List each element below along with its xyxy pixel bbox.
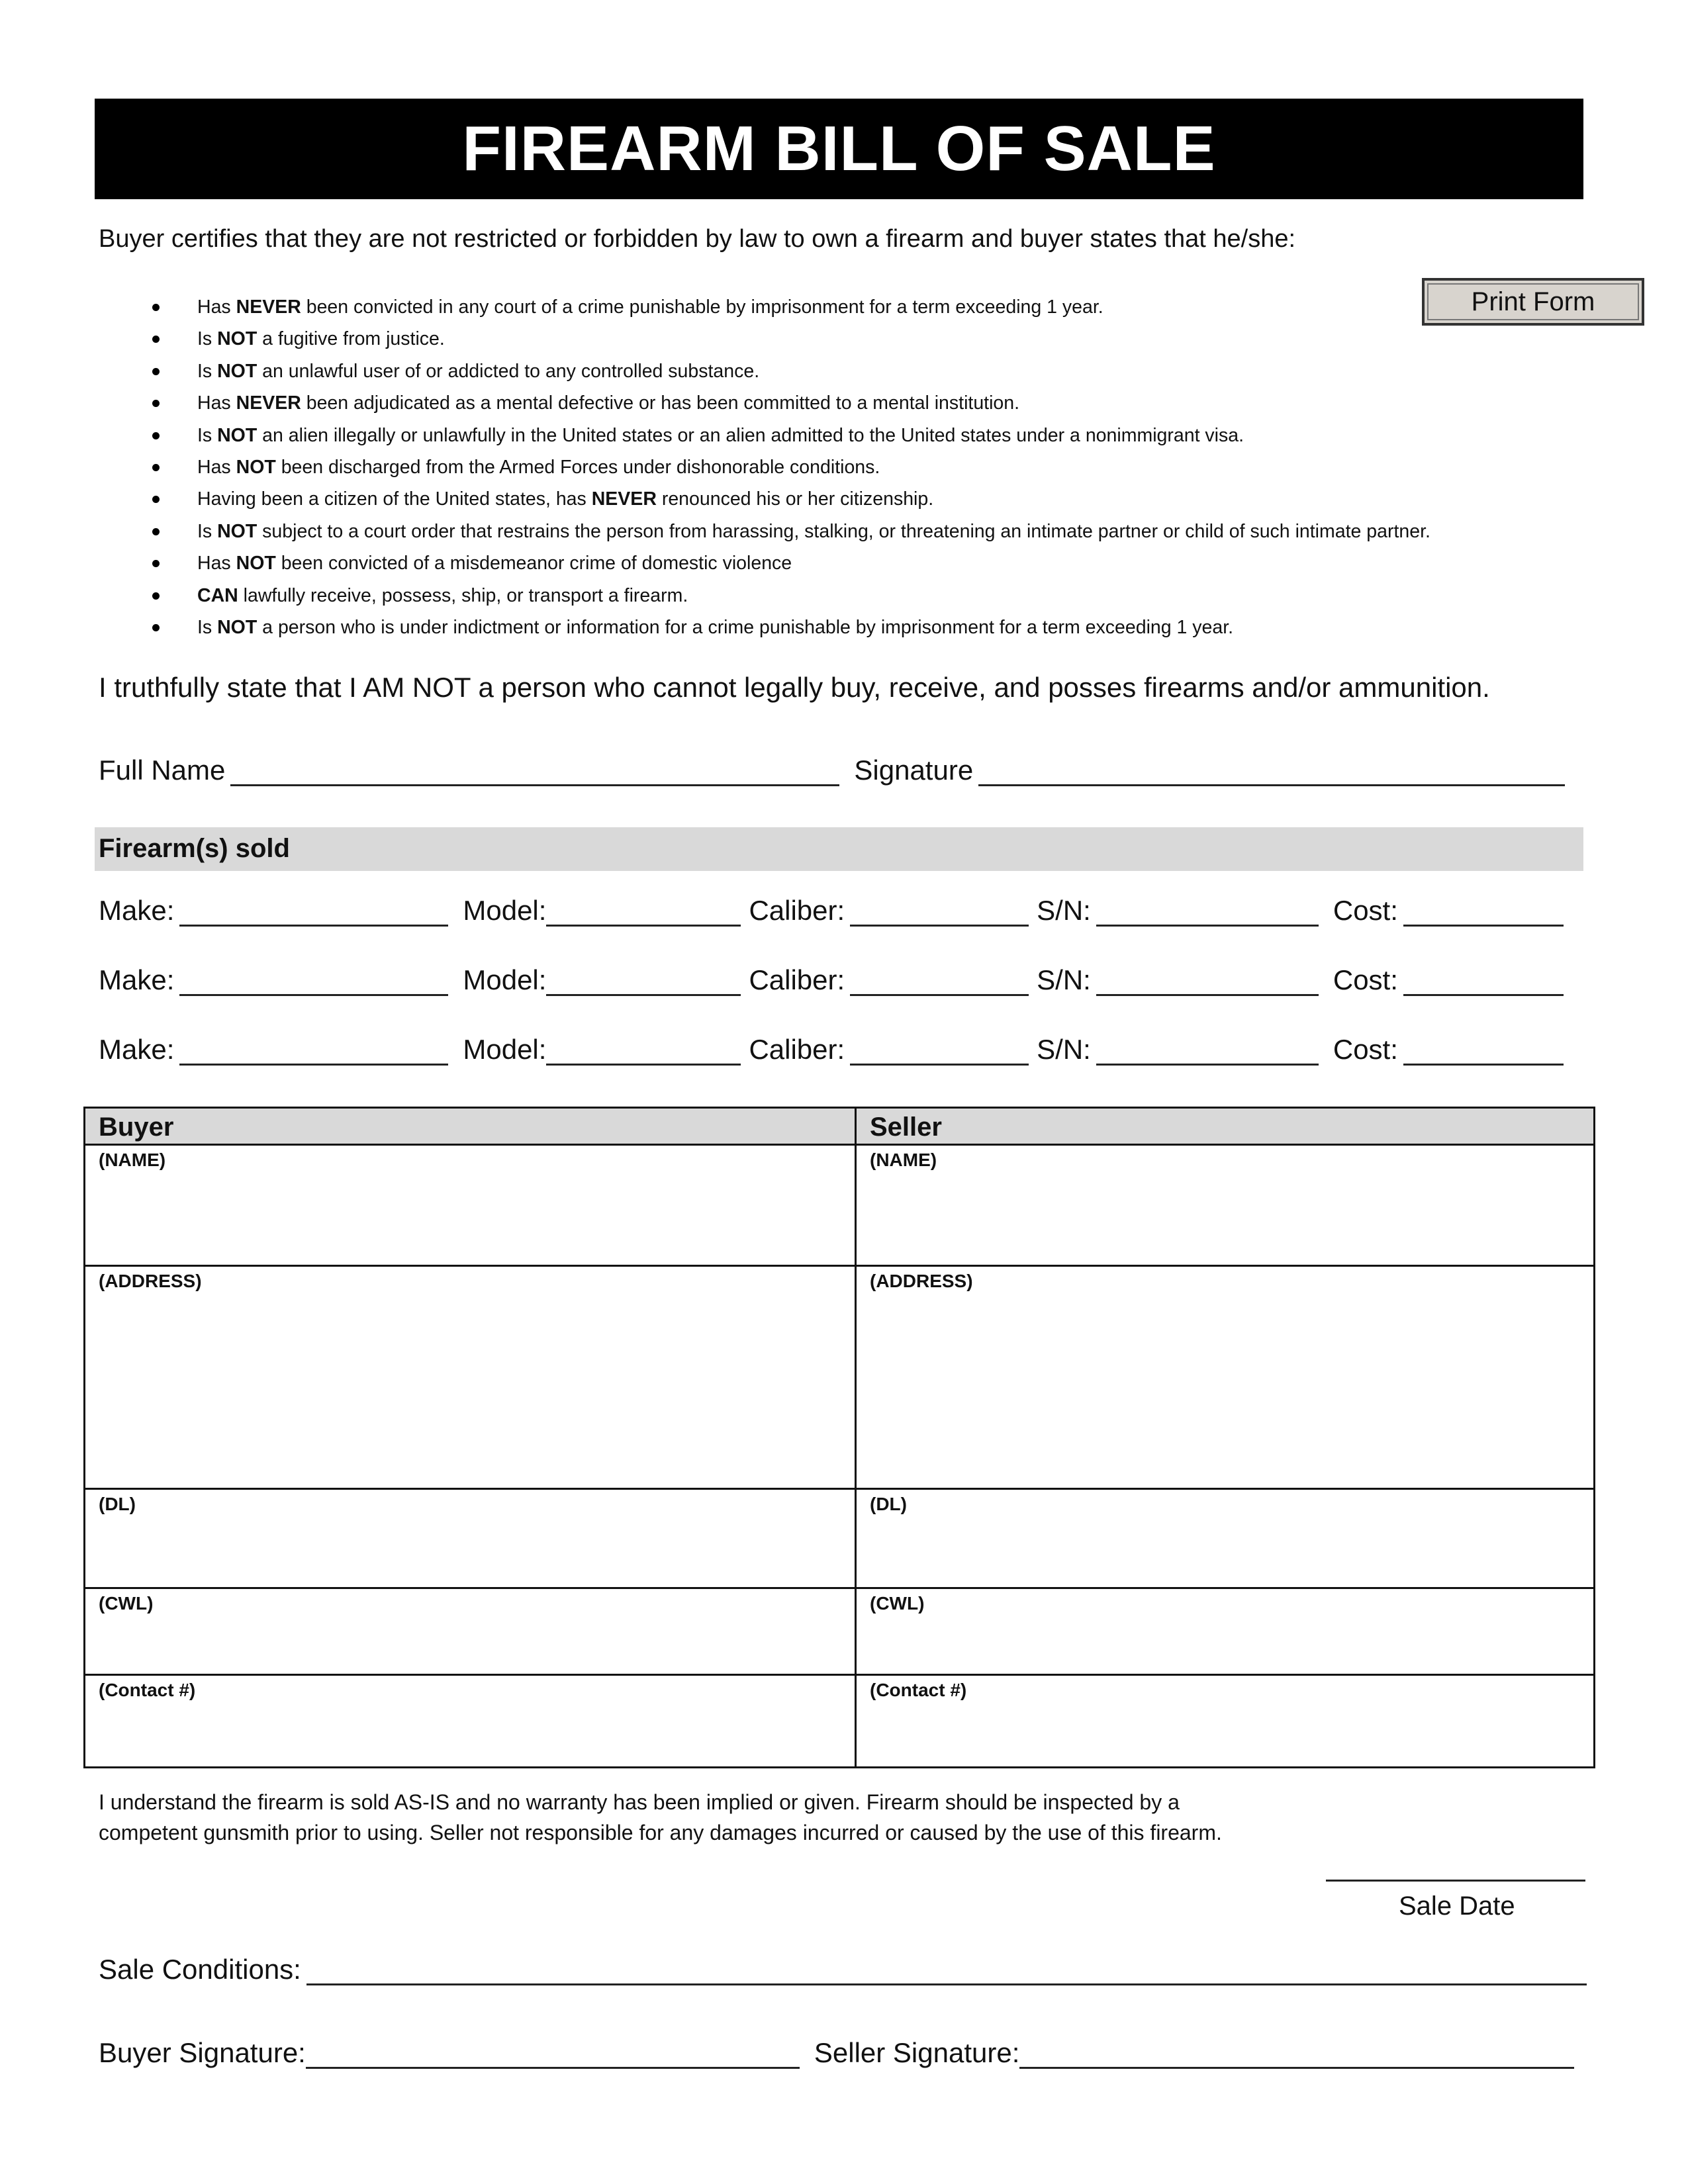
caliber-label: Caliber: bbox=[749, 895, 845, 926]
sn-label: S/N: bbox=[1037, 895, 1091, 926]
buyer-cwl-label: (CWL) bbox=[99, 1593, 154, 1614]
sale-conditions-field[interactable] bbox=[306, 1960, 1587, 1985]
seller-dl-cell[interactable] bbox=[857, 1490, 1593, 1589]
buyer-heading: Buyer bbox=[85, 1109, 855, 1146]
signature-field[interactable] bbox=[978, 760, 1565, 786]
caliber-field[interactable] bbox=[850, 970, 1029, 996]
buyer-signature-field[interactable] bbox=[306, 2043, 800, 2069]
seller-dl-label: (DL) bbox=[870, 1494, 907, 1514]
model-label: Model: bbox=[463, 1034, 547, 1065]
list-item: Is NOT an alien illegally or unlawfully in the United states or an alien admitted to the United states under a nonimmigrant visa. bbox=[152, 420, 1575, 451]
intro-text: Buyer certifies that they are not restricted or forbidden by law to own a firearm and buyer states that he/she: bbox=[99, 225, 1296, 253]
firearms-section-title: Firearm(s) sold bbox=[99, 834, 290, 863]
certification-list bbox=[152, 291, 1575, 643]
full-name-field[interactable] bbox=[230, 760, 839, 786]
firearm-row bbox=[99, 1034, 1564, 1066]
firearms-section-bar bbox=[95, 827, 1583, 871]
buyer-dl-label: (DL) bbox=[99, 1494, 136, 1514]
sn-field[interactable] bbox=[1096, 1040, 1319, 1066]
model-field[interactable] bbox=[546, 901, 741, 927]
buyer-address-label: (ADDRESS) bbox=[99, 1271, 202, 1291]
full-name-label: Full Name bbox=[99, 754, 226, 786]
make-label: Make: bbox=[99, 964, 175, 995]
cost-label: Cost: bbox=[1333, 895, 1398, 926]
list-item: Has NEVER been convicted in any court of a crime punishable by imprisonment for a term exceeding 1 year. bbox=[152, 291, 1575, 323]
disclaimer-line: competent gunsmith prior to using. Seller not responsible for any damages incurred or caused by the use of this firearm. bbox=[99, 1821, 1222, 1844]
list-item: Has NEVER been adjudicated as a mental defective or has been committed to a mental institution. bbox=[152, 387, 1575, 419]
caliber-field[interactable] bbox=[850, 901, 1029, 927]
buyer-contact-cell[interactable] bbox=[85, 1676, 855, 1766]
buyer-dl-cell[interactable] bbox=[85, 1490, 855, 1589]
model-field[interactable] bbox=[546, 970, 741, 996]
buyer-signature-label: Buyer Signature: bbox=[99, 2037, 306, 2068]
legal-statement: I truthfully state that I AM NOT a person who cannot legally buy, receive, and posses firearms and/or ammunition. bbox=[99, 672, 1490, 703]
list-item: Has NOT been discharged from the Armed Forces under dishonorable conditions. bbox=[152, 451, 1575, 483]
make-label: Make: bbox=[99, 1034, 175, 1065]
make-label: Make: bbox=[99, 895, 175, 926]
seller-cwl-label: (CWL) bbox=[870, 1593, 925, 1614]
seller-column bbox=[857, 1109, 1593, 1766]
buyer-cwl-cell[interactable] bbox=[85, 1589, 855, 1676]
list-item: Is NOT a fugitive from justice. bbox=[152, 323, 1575, 355]
signature-label: Signature bbox=[854, 754, 974, 786]
seller-cwl-cell[interactable] bbox=[857, 1589, 1593, 1676]
name-signature-row bbox=[99, 754, 1565, 786]
model-label: Model: bbox=[463, 964, 547, 995]
list-item: Having been a citizen of the United states, has NEVER renounced his or her citizenship. bbox=[152, 483, 1575, 515]
buyer-name-cell[interactable] bbox=[85, 1146, 855, 1267]
seller-contact-cell[interactable] bbox=[857, 1676, 1593, 1766]
seller-signature-field[interactable] bbox=[1019, 2043, 1574, 2069]
sn-field[interactable] bbox=[1096, 901, 1319, 927]
caliber-field[interactable] bbox=[850, 1040, 1029, 1066]
list-item: Has NOT been convicted of a misdemeanor crime of domestic violence bbox=[152, 547, 1575, 579]
sale-conditions-row bbox=[99, 1954, 1587, 1985]
seller-name-label: (NAME) bbox=[870, 1150, 937, 1170]
model-field[interactable] bbox=[546, 1040, 741, 1066]
buyer-column bbox=[85, 1109, 857, 1766]
cost-field[interactable] bbox=[1403, 901, 1564, 927]
list-item: CAN lawfully receive, possess, ship, or transport a firearm. bbox=[152, 580, 1575, 612]
cost-label: Cost: bbox=[1333, 964, 1398, 995]
sn-label: S/N: bbox=[1037, 964, 1091, 995]
seller-address-cell[interactable] bbox=[857, 1267, 1593, 1490]
signatures-row bbox=[99, 2037, 1574, 2069]
as-is-disclaimer bbox=[99, 1787, 1356, 1848]
disclaimer-line: I understand the firearm is sold AS-IS and no warranty has been implied or given. Firearm should be inspected by a bbox=[99, 1790, 1180, 1814]
model-label: Model: bbox=[463, 895, 547, 926]
seller-contact-label: (Contact #) bbox=[870, 1680, 967, 1700]
cost-field[interactable] bbox=[1403, 1040, 1564, 1066]
title-bar bbox=[95, 99, 1583, 199]
buyer-address-cell[interactable] bbox=[85, 1267, 855, 1490]
sn-label: S/N: bbox=[1037, 1034, 1091, 1065]
cost-field[interactable] bbox=[1403, 970, 1564, 996]
cost-label: Cost: bbox=[1333, 1034, 1398, 1065]
list-item: Is NOT a person who is under indictment or information for a crime punishable by imprisonment for a term exceeding 1 year. bbox=[152, 612, 1575, 643]
buyer-seller-table bbox=[83, 1107, 1595, 1768]
sale-date-label: Sale Date bbox=[1399, 1891, 1515, 1921]
caliber-label: Caliber: bbox=[749, 1034, 845, 1065]
make-field[interactable] bbox=[179, 1040, 448, 1066]
sale-conditions-label: Sale Conditions: bbox=[99, 1954, 301, 1985]
list-item: Is NOT an unlawful user of or addicted to any controlled substance. bbox=[152, 355, 1575, 387]
buyer-name-label: (NAME) bbox=[99, 1150, 166, 1170]
page-title: FIREARM BILL OF SALE bbox=[462, 113, 1216, 184]
buyer-contact-label: (Contact #) bbox=[99, 1680, 196, 1700]
caliber-label: Caliber: bbox=[749, 964, 845, 995]
make-field[interactable] bbox=[179, 901, 448, 927]
make-field[interactable] bbox=[179, 970, 448, 996]
firearm-row bbox=[99, 895, 1564, 927]
sale-date-field[interactable] bbox=[1326, 1880, 1585, 1882]
seller-signature-label: Seller Signature: bbox=[814, 2037, 1020, 2068]
seller-address-label: (ADDRESS) bbox=[870, 1271, 973, 1291]
firearm-row bbox=[99, 964, 1564, 996]
sn-field[interactable] bbox=[1096, 970, 1319, 996]
seller-name-cell[interactable] bbox=[857, 1146, 1593, 1267]
seller-heading: Seller bbox=[857, 1109, 1593, 1146]
list-item: Is NOT subject to a court order that restrains the person from harassing, stalking, or threatening an intimate partner or child of such intimate partner. bbox=[152, 516, 1575, 547]
print-form-button[interactable]: Print Form bbox=[1422, 278, 1644, 326]
